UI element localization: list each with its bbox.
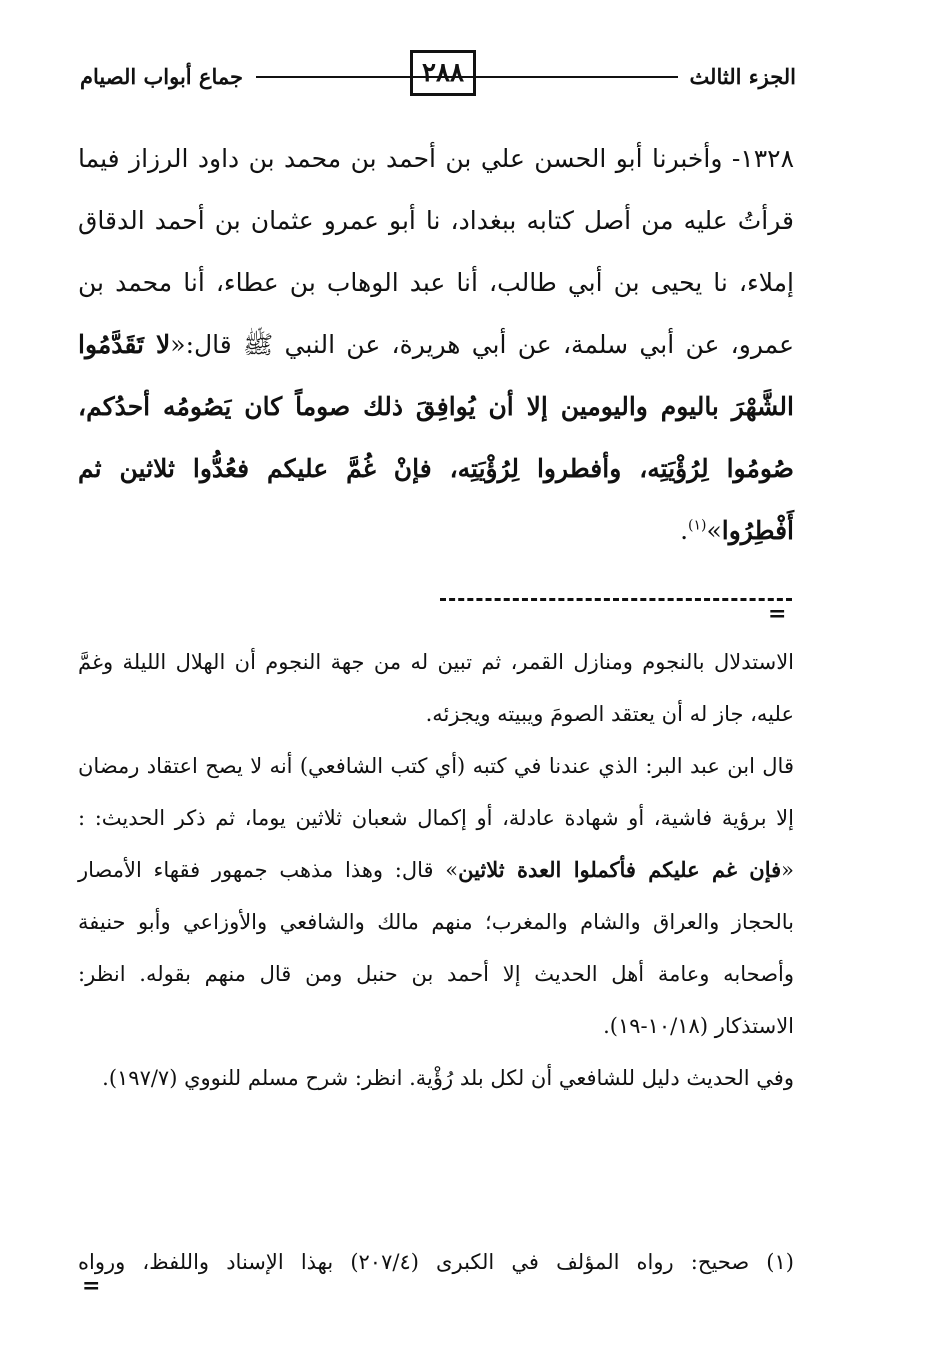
volume-title: الجزء الثالث <box>689 64 796 89</box>
footnote-reference: (١) <box>688 517 707 534</box>
hadith-end: . <box>680 516 689 545</box>
note-paragraph-2 <box>78 740 794 1052</box>
note-p2-after: » قال: وهذا مذهب جمهور فقهاء الأمصار بالحجاز والعراق والشام والمغرب؛ منهم مالك والشافعي والأوزاعي وأبو حنيفة وأصحابه وعامة أهل الحديث إلا أحمد بن حنبل ومن قال منهم بقوله. انظر: الاستذكار (١٠/١٨-١٩). <box>78 858 794 1038</box>
quote-close: » <box>706 516 722 545</box>
footnote-continuation-mark: = <box>82 1273 101 1299</box>
note-p2-before: قال ابن عبد البر: الذي عندنا في كتبه (أي كتب الشافعي) أنه لا يصح اعتقاد رمضان إلا برؤية فاشية، أو شهادة عادلة، أو إكمال شعبان ثلاثين يوما، ثم ذكر الحديث: : « <box>78 754 794 882</box>
footnote-1: (١) صحيح: رواه المؤلف في الكبرى (٢٠٧/٤) بهذا الإسناد واللفظ، ورواه <box>78 1250 794 1274</box>
note-p2-quote: فإن غم عليكم فأكملوا العدة ثلاثين <box>458 857 782 882</box>
note-paragraph-3: وفي الحديث دليل للشافعي أن لكل بلد رُؤْية. انظر: شرح مسلم للنووي (١٩٧/٧). <box>102 1066 794 1090</box>
hadith-paragraph <box>78 128 794 562</box>
continuation-mark: = <box>768 601 787 627</box>
continued-footnote <box>78 636 794 1104</box>
hadith-text <box>78 128 794 562</box>
chapter-title: جماع أبواب الصيام <box>80 64 243 89</box>
note-paragraph-1: الاستدلال بالنجوم ومنازل القمر، ثم تبين له من جهة النجوم أن الهلال الليلة وغمَّ عليه، جاز له أن يعتقد الصومَ ويبيته ويجزئه. <box>78 650 794 726</box>
header-rule-left <box>256 76 474 78</box>
footnote-separator <box>440 598 792 601</box>
header-rule-right <box>446 76 678 78</box>
hadith-isnad: ١٣٢٨- وأخبرنا أبو الحسن علي بن أحمد بن محمد بن داود الرزاز فيما قرأتُ عليه من أصل كتابه ببغداد، نا أبو عمرو عثمان بن أحمد الدقاق إملاء، نا يحيى بن أبي طالب، أنا عبد الوهاب بن عطاء، أنا محمد بن عمرو، عن أبي سلمة، عن أبي هريرة، عن النبي ﷺ قال:« <box>78 144 794 359</box>
running-header <box>60 50 796 110</box>
hadith-matn: لا تَقَدَّمُوا الشَّهْرَ باليوم واليومين إلا أن يُوافِقَ ذلك صوماً كان يَصُومُه أحدُكم، صُومُوا لِرُؤْيَتِه، وأفطروا لِرُؤْيَتِه، فإنْ غُمَّ عليكم فعُدُّوا ثلاثين ثم أَفْطِرُوا <box>78 330 794 545</box>
page-number: ٢٨٨ <box>410 50 476 96</box>
